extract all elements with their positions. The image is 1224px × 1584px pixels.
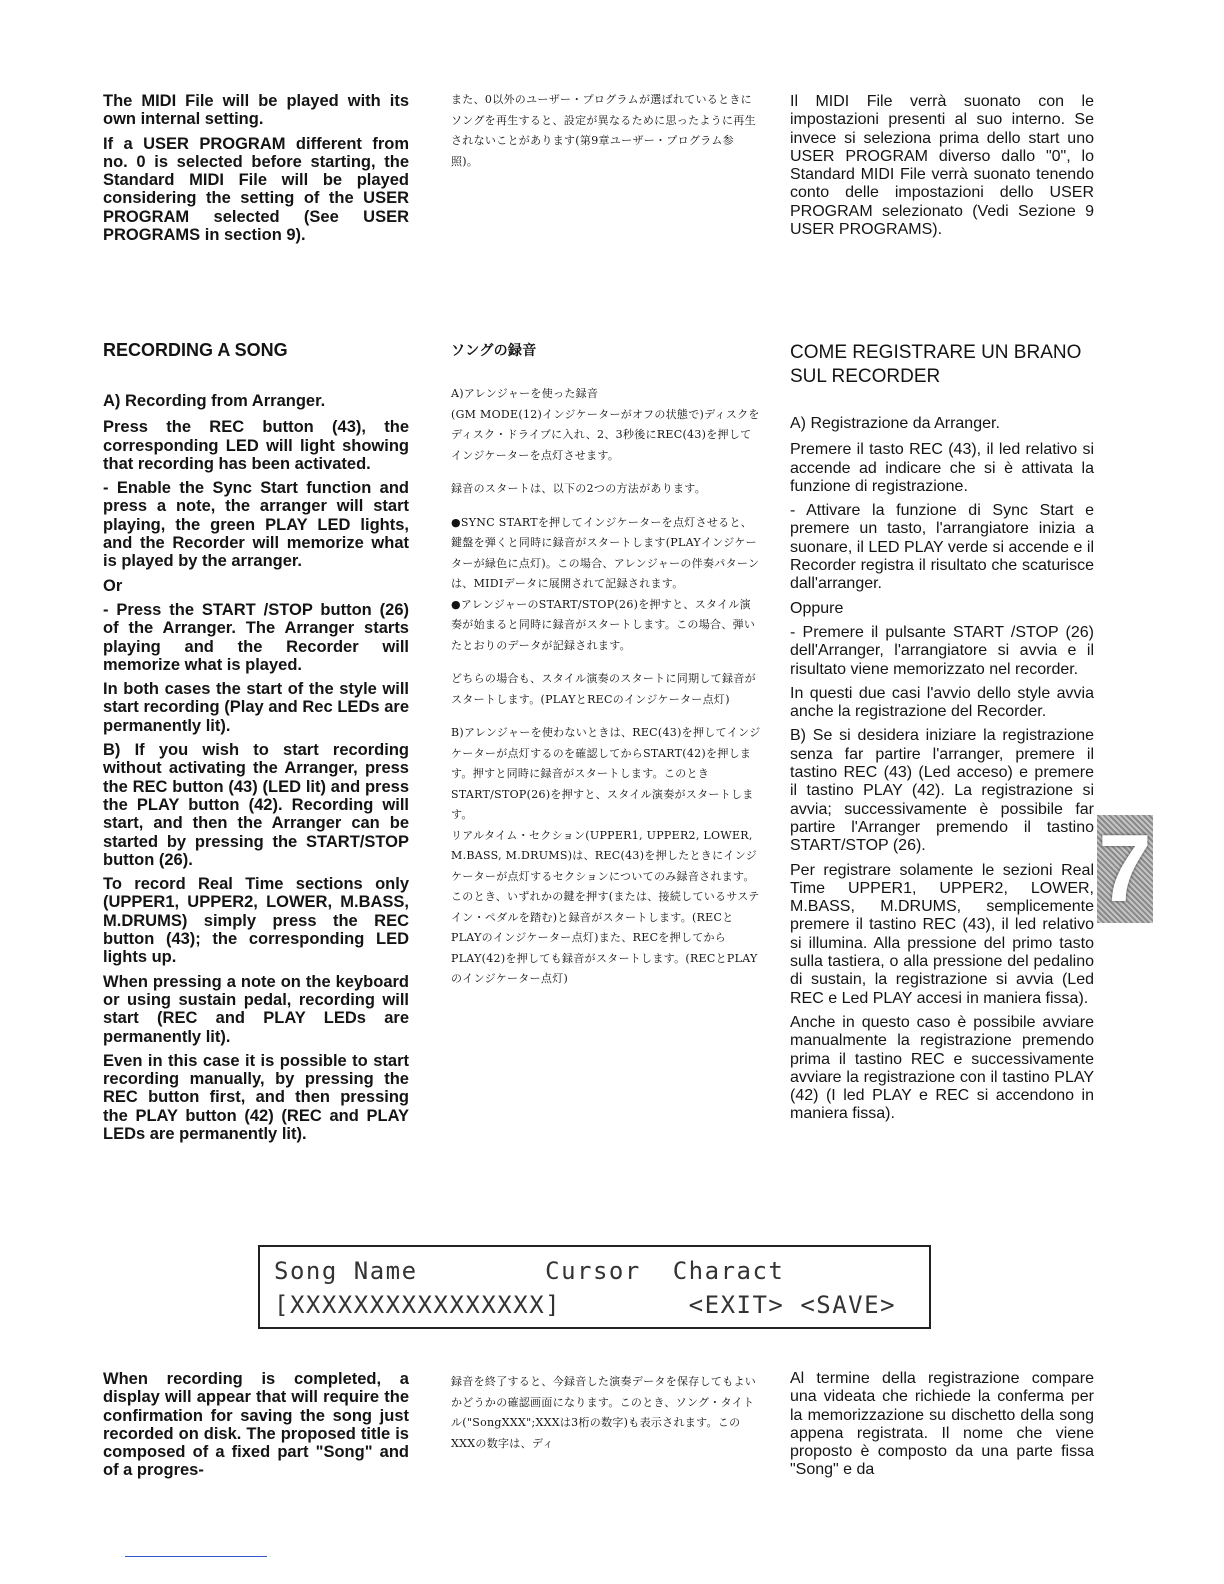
section-heading-en: RECORDING A SONG xyxy=(103,340,288,360)
it-p1: Premere il tasto REC (43), il led relativo si accende ad indicare che si è attivata la funzione di registrazione. xyxy=(790,441,1094,495)
ja-p4: ●アレンジャーのSTART/STOP(26)を押すと、スタイル演奏が始まると同時に録音がスタートします。この場合、弾いたとおりのデータが記録されます。 xyxy=(451,597,756,652)
section-heading-ja-wrap xyxy=(451,341,761,362)
en-subtitle-a: A) Recording from Arranger. xyxy=(103,392,326,410)
en-body xyxy=(103,392,409,1149)
it-subtitle-a: A) Registrazione da Arranger. xyxy=(790,415,1000,432)
bottom-ja xyxy=(451,1372,761,1467)
bottom-it-p: Al termine della registrazione compare una videata che richiede la conferma per la memorizzazione su dischetto della song appena registrata. Il nome che viene proposto è composto da una parte fissa "Song" e da xyxy=(790,1370,1094,1479)
en-p8: Even in this case it is possible to start recording manually, by pressing the REC button first, and then pressing the PLAY button (42) (REC and PLAY LEDs are permanently lit). xyxy=(103,1051,409,1143)
chapter-tab xyxy=(1097,815,1153,923)
top-en-p2: If a USER PROGRAM different from no. 0 is selected before starting, the Standard MIDI File will be played considering the setting of the USER PROGRAM selected (See USER PROGRAMS in section 9). xyxy=(103,134,409,245)
top-ja-p: また、0以外のユーザー・プログラムが選ばれているときにソングを再生すると、設定が異なるために思ったように再生されないことがあります(第9章ユーザー・プログラム参照)。 xyxy=(451,93,756,168)
ja-p7: リアルタイム・セクション(UPPER1, UPPER2, LOWER, M.BASS, M.DRUMS)は、REC(43)を押したときにインジケーターが点灯するセクションについてのみ録音されます。 xyxy=(451,828,758,883)
section-heading-it: COME REGISTRARE UN BRANO SUL RECORDER xyxy=(790,342,1082,387)
en-p6: To record Real Time sections only (UPPER1, UPPER2, LOWER, M.BASS, M.DRUMS) simply press the REC button (43); the corresponding LED lights up. xyxy=(103,875,409,967)
section-heading-ja: ソングの録音 xyxy=(451,343,537,359)
it-p2: - Attivare la funzione di Sync Start e premere un tasto, l'arrangiatore inizia a suonare, il LED PLAY verde si accende e il Recorder registra il risultato che scaturisce dall'arranger. xyxy=(790,502,1094,593)
footer-rule xyxy=(125,1556,267,1557)
en-p4: In both cases the start of the style will start recording (Play and Rec LEDs are permanently lit). xyxy=(103,680,409,735)
ja-p5: どちらの場合も、スタイル演奏のスタートに同期して録音がスタートします。(PLAYとRECのインジケーター点灯) xyxy=(451,672,756,706)
bottom-it xyxy=(790,1370,1094,1486)
ja-p1: (GM MODE(12)インジケーターがオフの状態で)ディスクをディスク・ドライブに入れ、2、3秒後にREC(43)を押してインジケーターを点灯させます。 xyxy=(451,407,760,462)
it-p3: - Premere il pulsante START /STOP (26) dell'Arranger, l'arrangiatore si avvia e il risultato viene memorizzato nel recorder. xyxy=(790,623,1094,678)
bottom-en xyxy=(103,1370,409,1486)
it-or: Oppure xyxy=(790,599,844,617)
it-body xyxy=(790,415,1094,1130)
top-en-p1: The MIDI File will be played with its own internal setting. xyxy=(103,92,409,129)
en-or: Or xyxy=(103,576,123,595)
bottom-ja-p: 録音を終了すると、今録音した演奏データを保存してもよいかどうかの確認画面になります。このとき、ソング・タイトル("SongXXX";XXXは3桁の数字)も表示されます。このXXXの数字は、ディ xyxy=(451,1375,757,1450)
it-p7: Anche in questo caso è possibile avviare manualmente la registrazione premendo prima il tastino REC e successivamente avviare la registrazione con il tastino PLAY (42) (I led PLAY e REC si accendono in maniera fissa). xyxy=(790,1013,1094,1123)
lcd-line-2: [XXXXXXXXXXXXXXXX] <EXIT> <SAVE> xyxy=(274,1291,897,1319)
top-ja-column xyxy=(451,90,761,185)
en-p2: - Enable the Sync Start function and press a note, the arranger will start playing, the green PLAY LED lights, and the Recorder will memorize what is played by the arranger. xyxy=(103,479,409,571)
ja-p8: このとき、いずれかの鍵を押す(または、接続しているサステイン・ペダルを踏む)と録音がスタートします。(RECとPLAYのインジケーター点灯)また、RECを押してからPLAY(42)を押しても録音がスタートします。(RECとPLAYのインジケーター点灯) xyxy=(451,890,760,985)
bottom-en-p: When recording is completed, a display will appear that will require the confirmation for saving the song just recorded on disk. The proposed title is composed of a fixed part "Song" and of a progres- xyxy=(103,1370,409,1480)
en-p1: Press the REC button (43), the corresponding LED will light showing that recording has been activated. xyxy=(103,418,409,473)
en-p7: When pressing a note on the keyboard or using sustain pedal, recording will start (REC and PLAY LEDs are permanently lit). xyxy=(103,972,409,1046)
top-it-column xyxy=(790,93,1094,245)
lcd-display xyxy=(258,1245,931,1329)
section-heading-en-wrap xyxy=(103,341,409,359)
it-p4: In questi due casi l'avvio dello style avvia anche la registrazione del Recorder. xyxy=(790,684,1094,721)
ja-p6: B)アレンジャーを使わないときは、REC(43)を押してインジケーターが点灯するのを確認してからSTART(42)を押します。押すと同時に録音がスタートします。このときSTART/STOP(26)を押すと、スタイル演奏がスタートします。 xyxy=(451,726,761,821)
it-p6: Per registrare solamente le sezioni Real Time UPPER1, UPPER2, LOWER, M.BASS, M.DRUMS, semplicemente premere il tastino REC (43), il led relativo si illumina. Alla pressione del primo tasto sulla tastiera, o alla pressione del pedalino di sustain, la registrazione si avvia (Led REC e Led PLAY accesi in maniera fissa). xyxy=(790,861,1094,1007)
lcd-line-1: Song Name Cursor Charact xyxy=(274,1257,785,1285)
ja-p2: 録音のスタートは、以下の2つの方法があります。 xyxy=(451,482,707,495)
it-p5: B) Se si desidera iniziare la registrazione senza far partire l'arranger, premere il tastino REC (43) (Led acceso) e premere il tastino PLAY (42). La registrazione si avvia; successivamente è possibile far partire l'Arranger premendo il tastino START/STOP (26). xyxy=(790,727,1094,855)
en-p3: - Press the START /STOP button (26) of the Arranger. The Arranger starts playing and the Recorder will memorize what is played. xyxy=(103,600,409,674)
top-it-p: Il MIDI File verrà suonato con le impostazioni presenti al suo interno. Se invece si seleziona prima dello start uno USER PROGRAM diverso dallo "0", lo Standard MIDI File verrà suonato tenendo conto delle impostazioni dello USER PROGRAM selezionato (Vedi Sezione 9 USER PROGRAMS). xyxy=(790,93,1094,239)
en-p5: B) If you wish to start recording without activating the Arranger, press the REC button (43) (LED lit) and press the PLAY button (42). Recording will start, and then the Arranger can be started by pressing the START/STOP button (26). xyxy=(103,741,409,869)
ja-subtitle-a: A)アレンジャーを使った録音 xyxy=(451,387,599,400)
chapter-tab-number: 7 xyxy=(1098,815,1152,922)
ja-p3: ●SYNC STARTを押してインジケーターを点灯させると、鍵盤を弾くと同時に録音がスタートします(PLAYインジケーターが緑色に点灯)。この場合、アレンジャーの伴奏パターンは、MIDIデータに展開されて記録されます。 xyxy=(451,515,760,590)
top-en-column xyxy=(103,92,409,250)
ja-body xyxy=(451,384,761,1003)
section-heading-it-wrap xyxy=(790,341,1094,389)
